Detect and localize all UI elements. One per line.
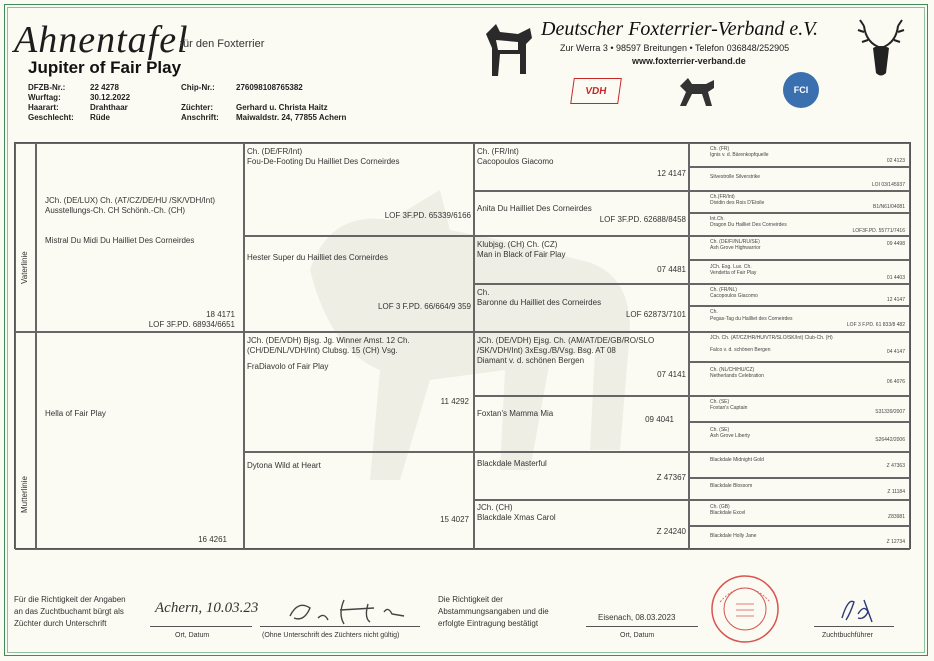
gen3-5-name: Foxtan's Mamma Mia [477,409,554,418]
chip-value: 276098108765382 [236,83,303,92]
confirmation-line-2: Abstammungsangaben und die [438,607,549,616]
gen2-0-reg: LOF 3F.PD. 65339/6166 [384,211,471,220]
zuechter-label: Züchter: [181,103,213,112]
pedigree-table [14,142,911,549]
gen3-cell-0 [474,143,689,191]
gen4-cell-12 [689,452,910,478]
gen4-7-title: Ch. [710,309,718,315]
gen3-6-name: Blackdale Masterful [477,459,547,468]
zuechter-value: Gerhard u. Christa Haitz [236,103,328,112]
gen4-11-title: Ch. (SE) [710,427,730,433]
gen4-8-reg: 04 4147 [886,349,905,355]
gen4-7-reg: LOF 3 F.PD. 61 833/8 482 [846,322,905,328]
gen3-1-reg: LOF 3F.PD. 62688/8458 [599,215,686,224]
gen4-cell-7 [689,306,910,332]
gen4-3-title: Int.Ch. [710,216,725,222]
info-labels-left [28,83,74,123]
sire-cell [36,143,244,332]
gen2-2-title: JCh. (DE/VDH) Bjsg. Jg. Winner Amst. 12 Ch. (CH/DE/NL/VDH/Int) Clubsg. 15 (CH) Vsg. [247,336,410,355]
gen4-cell-14 [689,500,910,526]
gen4-12-reg: Z 47363 [886,463,905,469]
keeper-signature-icon [834,594,884,624]
gen4-cell-5 [689,260,910,284]
gen3-cell-6 [474,452,689,500]
sire-title: JCh. (DE/LUX) Ch. (AT/CZ/DE/HU /SK/VDH/Int) Ausstellungs-Ch. CH Schönh.-Ch. (CH) [45,196,216,215]
gen4-5-reg: 01 4403 [886,275,905,281]
gen4-9-title: Ch. (NL/CH/HU/CZ) [710,367,755,373]
gen3-2-title: Klubjsg. (CH) Ch. (CZ) [477,240,558,249]
sire-name: Mistral Du Midi Du Hailliet Des Corneirdes [45,236,195,245]
father-line-label: Vaterlinie [20,251,29,284]
gen3-4-reg: 07 4141 [657,370,686,379]
fci-logo [783,72,819,108]
gen2-0-name: Fou-De-Footing Du Hailliet Des Corneirdes [247,157,400,166]
anschrift-label: Anschrift: [181,113,219,122]
gen3-2-reg: 07 4481 [657,265,686,274]
gen2-cell-3 [244,452,474,550]
breeder-declaration [14,594,126,630]
gen4-6-name: Cacopoulos Giacomo [710,293,758,299]
zuchtbuchamt-stamp-icon [706,572,784,646]
gen3-3-reg: LOF 62873/7101 [625,310,686,319]
club-address: Zur Werra 3 • 98597 Breitungen • Telefon 036848/252905 [560,43,790,53]
gen4-15-reg: Z 12734 [886,539,905,545]
gen3-4-title: JCh. (DE/VDH) Ejsg. Ch. (AM/AT/DE/GB/RO/SLO /SK/VDH/Int) 3xEsg./B/Vsg. Bsg. AT 08 [477,336,655,355]
gen4-4-name: Ash Grove Highwarrior [710,245,761,251]
anschrift-value: Maiwaldstr. 24, 77855 Achern [236,113,347,122]
gen4-cell-0 [689,143,910,167]
gen4-11-name: Ash Grove Liberty [710,433,751,439]
dam-cell [36,332,244,550]
sire-reg2: LOF 3F.PD. 68934/6651 [148,320,235,329]
gen4-0-name: Ignis v. d. Bärenkopfquelle [710,152,769,158]
gen4-6-reg: 12 4147 [886,297,905,303]
gen4-13-name: Blackdale Blossom [710,483,753,489]
gen4-6-title: Ch. (FR/NL) [710,287,737,293]
gen2-1-name: Hester Super du Hailliet des Corneirdes [247,253,388,262]
gen4-3-reg: LOF3F.PD. 55771/7416 [852,228,905,234]
gen2-2-name: FraDiavolo of Fair Play [247,362,329,371]
gen4-14-reg: Z83981 [888,514,905,520]
dog-name: Jupiter of Fair Play [28,58,182,77]
dam-name: Hella of Fair Play [45,409,106,418]
gen4-15-name: Blackdale Holly Jane [710,533,757,539]
gen4-cell-8 [689,332,910,362]
gen4-14-name: Blackdale Excel [710,510,746,516]
gen3-cell-5 [474,396,689,452]
fci-logo-text: FCI [793,85,809,95]
gen3-3-name: Baronne du Hailliet des Corneirdes [477,298,602,307]
gen3-1-name: Anita Du Hailliet Des Corneirdes [477,204,592,213]
gen4-cell-4 [689,236,910,260]
info-values-left [90,83,130,123]
foxterrier-logo-icon [478,14,538,84]
place-date-label: Ort, Datum [175,632,210,639]
gen4-7-name: Pegas-Tag du Hailliet des Corneirdes [710,316,793,322]
gen4-5-title: JCh. Esg. Lux. Ch. [710,264,752,270]
gen4-0-title: Ch. (FR) [710,146,730,152]
haarart-label: Haarart: [28,103,59,112]
document-title: Ahnentafel [14,19,189,61]
gen4-10-reg: S31339/2007 [875,409,905,415]
wurftag-value: 30.12.2022 [90,93,131,102]
official-date: Eisenach, 08.03.2023 [598,613,676,622]
gen3-6-reg: Z 47367 [656,473,686,482]
gen4-8-title: JCh. Ch. (AT/CZ/HR/HU/VTR/SLO/SK/Int) Club-Ch. (H) [710,335,833,341]
gen4-5-name: Vendetta of Fair Play [710,270,757,276]
gen3-7-reg: Z 24240 [656,527,686,536]
chip-label: Chip-Nr.: [181,83,215,92]
info-values-right [236,83,346,123]
club-name: Deutscher Foxterrier-Verband e.V. [541,18,818,40]
gen2-cell-0 [244,143,474,236]
zuchtbuchfuehrer-label: Zuchtbuchführer [822,632,873,639]
gen3-cell-3 [474,284,689,332]
gen4-cell-13 [689,478,910,500]
running-dog-icon [676,70,718,110]
dfzb-label: DFZB-Nr.: [28,83,66,92]
gen4-cell-2 [689,191,910,213]
sire-reg1: 18 4171 [206,310,235,319]
gen3-cell-2 [474,236,689,284]
gen4-1-name: Silvestrolle Silverstrike [710,174,761,180]
gen3-0-name: Cacopoulos Giacomo [477,157,554,166]
gen3-0-reg: 12 4147 [657,169,686,178]
gen2-cell-1 [244,236,474,332]
gen4-cell-11 [689,422,910,452]
gen3-cell-4 [474,332,689,396]
gen4-2-reg: B1/N61/04081 [873,204,905,210]
gen4-4-reg: 09 4498 [886,241,905,247]
gen4-cell-10 [689,396,910,422]
gen4-9-reg: 06 4076 [886,379,905,385]
gen3-2-name: Man in Black of Fair Play [477,250,566,259]
confirmation-text [438,594,549,630]
gen4-11-reg: S26442/2006 [875,437,905,443]
gen3-cell-1 [474,191,689,236]
vdh-logo [570,78,622,104]
gen3-4-name: Diamant v. d. schönen Bergen [477,356,585,365]
gen4-2-title: Ch.(FR/Int) [710,194,735,200]
gen4-14-title: Ch. (GB) [710,504,730,510]
gen3-0-title: Ch. (FR/Int) [477,147,519,156]
dam-reg: 16 4261 [198,535,227,544]
document-subtitle: für den Foxterrier [180,38,265,50]
info-labels-right [181,83,219,123]
breeder-declaration-line-2: an das Zuchtbuchamt bürgt als [14,607,124,616]
breeder-declaration-line-3: Züchter durch Unterschrift [14,619,107,628]
gen3-3-title: Ch. [477,288,490,297]
gen4-cell-6 [689,284,910,306]
confirmation-line-3: erfolgte Eintragung bestätigt [438,619,539,628]
dfzb-value: 22 4278 [90,83,119,92]
gen4-cell-1 [689,167,910,191]
gen4-cell-9 [689,362,910,396]
gen3-7-name: Blackdale Xmas Carol [477,513,556,522]
deer-antler-logo-icon [856,18,906,80]
official-date-line [586,626,698,627]
gen3-5-reg: 09 4041 [645,415,674,424]
breeder-place-date: Achern, 10.03.23 [155,600,259,616]
gen4-10-name: Foxtan's Captain [710,405,748,411]
gen4-cell-3 [689,213,910,236]
gen2-1-reg: LOF 3 F.PD. 66/664/9 359 [378,302,471,311]
gen2-0-title: Ch. (DE/FR/Int) [247,147,303,156]
gen4-8-name: Falco v. d. schönen Bergen [710,347,771,353]
geschlecht-value: Rüde [90,113,110,122]
mother-line-label: Mutterlinie [20,476,29,513]
signature-line [260,626,420,627]
gen3-7-title: JCh. (CH) [477,503,513,512]
breeder-signature-icon [284,594,414,628]
confirmation-line-1: Die Richtigkeit der [438,595,503,604]
keeper-line [814,626,894,627]
mother-line-cell [15,332,36,550]
gen2-3-name: Dytona Wild at Heart [247,461,321,470]
gen4-1-reg: LOI 03/145937 [871,182,905,188]
gen4-4-title: Ch. (DE/FI/NL/RU/SE) [710,239,760,245]
gen4-2-name: Dividin des Rois D'Etoile [710,200,765,206]
signature-label: (Ohne Unterschrift des Züchters nicht gültig) [262,632,400,639]
father-line-cell [15,143,36,332]
breeder-declaration-line-1: Für die Richtigkeit der Angaben [14,595,126,604]
official-date-label: Ort, Datum [620,632,655,639]
gen4-12-name: Blackdale Midnight Gold [710,457,764,463]
place-date-line [150,626,252,627]
wurftag-label: Wurftag: [28,93,61,102]
geschlecht-label: Geschlecht: [28,113,74,122]
gen3-cell-7 [474,500,689,550]
vdh-logo-text: VDH [584,85,608,97]
gen4-0-reg: 02 4123 [886,158,905,164]
haarart-value: Drahthaar [90,103,128,112]
gen2-2-reg: 11 4292 [440,397,469,406]
gen4-13-reg: Z 11184 [887,489,905,495]
gen4-cell-15 [689,526,910,550]
gen2-3-reg: 15 4027 [440,515,469,524]
gen4-9-name: Netherlands Celebration [710,373,764,379]
gen2-cell-2 [244,332,474,452]
gen4-10-title: Ch. (SE) [710,399,730,405]
gen4-3-name: Dragon Du Hailliet Des Corneirdes [710,222,787,228]
club-website: www.foxterrier-verband.de [632,56,746,66]
